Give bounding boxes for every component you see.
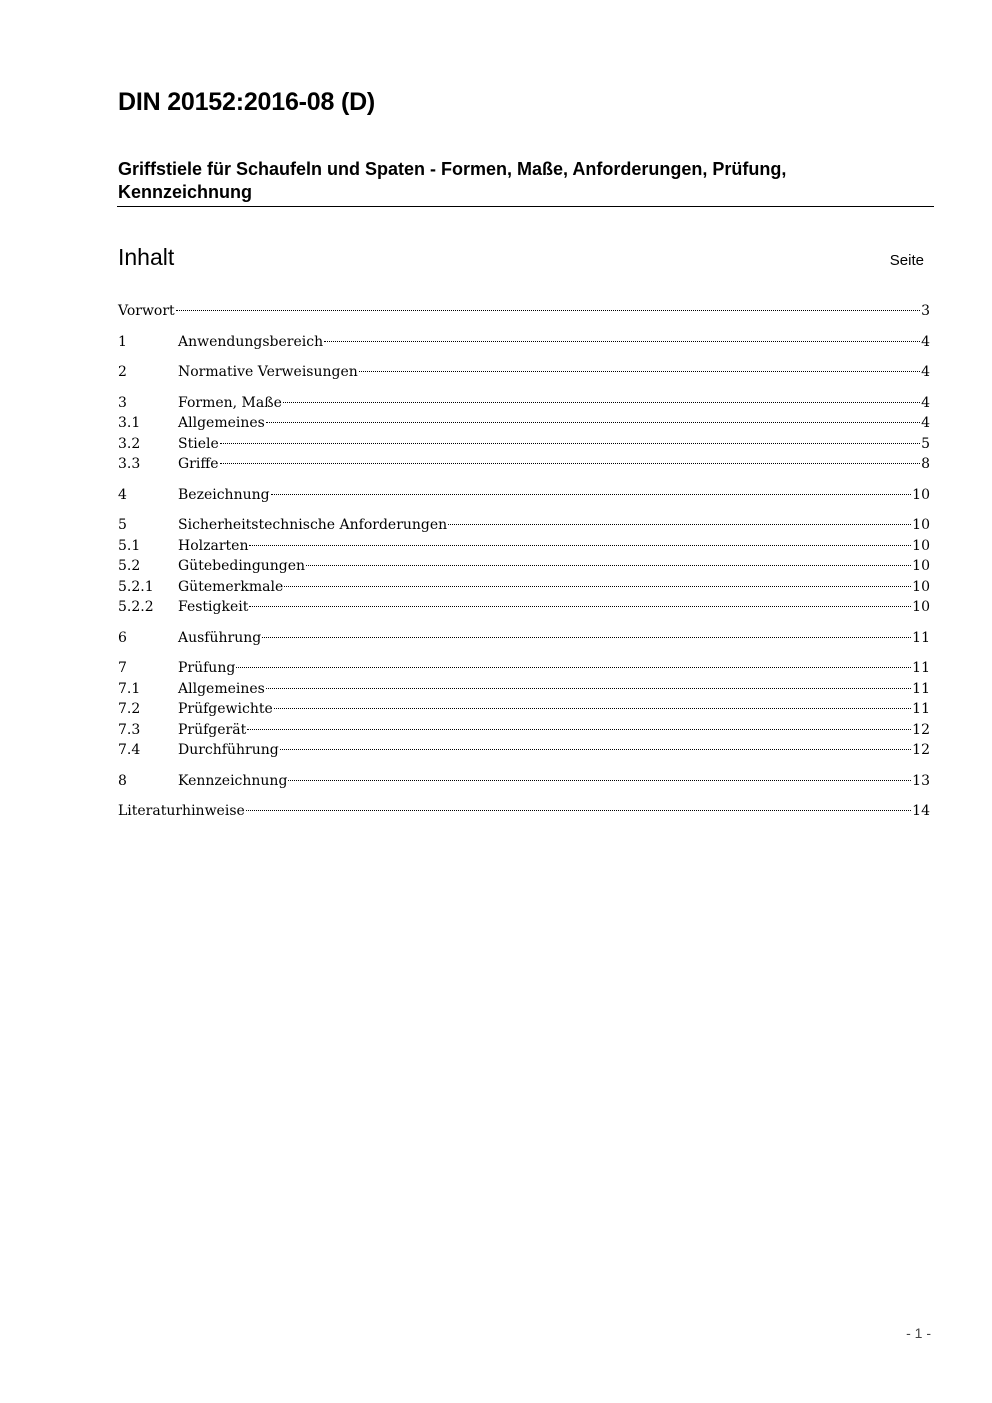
- toc-entry-number: 6: [118, 629, 127, 646]
- toc-entry-label: Literaturhinweise: [118, 803, 245, 819]
- toc-entry[interactable]: [118, 454, 930, 475]
- toc-entry[interactable]: [118, 801, 930, 822]
- toc-entry-page: 14: [912, 803, 930, 819]
- toc-entry-number: 5.1: [118, 537, 141, 554]
- toc-dot-leader: [247, 729, 911, 730]
- toc-entry-number: 5.2.1: [118, 578, 154, 595]
- toc-dot-leader: [280, 749, 911, 750]
- toc-entry-number: 7.3: [118, 721, 141, 738]
- toc-entry[interactable]: [118, 434, 930, 455]
- toc-entry-label: Sicherheitstechnische Anforderungen: [178, 517, 448, 533]
- toc-entry-label: Kennzeichnung: [178, 772, 288, 789]
- toc-dot-leader: [249, 606, 911, 607]
- document-id: DIN 20152:2016-08 (D): [118, 88, 376, 116]
- toc-entry[interactable]: [118, 362, 930, 383]
- toc-entry-label: Allgemeines: [178, 680, 265, 697]
- toc-entry-label: Stiele: [178, 435, 219, 452]
- toc-entry-label: Holzarten: [178, 537, 249, 554]
- toc-entry-page: 10: [912, 558, 930, 574]
- toc-entry[interactable]: [118, 485, 930, 506]
- toc-page-column-label: Seite: [889, 252, 924, 269]
- toc-dot-leader: [220, 463, 920, 464]
- toc-entry[interactable]: [118, 393, 930, 414]
- toc-entry-label: Festigkeit: [178, 599, 249, 615]
- toc-entry[interactable]: [118, 720, 930, 741]
- toc-dot-leader: [266, 422, 920, 423]
- page-number: - 1 -: [906, 1325, 931, 1341]
- toc-entry-page: 10: [912, 537, 930, 554]
- toc-dot-leader: [176, 310, 920, 311]
- toc-entry-page: 3: [921, 303, 930, 319]
- toc-entry[interactable]: [118, 658, 930, 679]
- toc-entry[interactable]: [118, 413, 930, 434]
- toc-entry-number: 2: [118, 364, 127, 380]
- title-divider: [117, 206, 934, 207]
- toc-entry-number: 3.3: [118, 456, 141, 472]
- toc-entry-page: 4: [921, 333, 930, 350]
- toc-dot-leader: [274, 708, 911, 709]
- toc-entry[interactable]: [118, 628, 930, 649]
- toc-entry-number: 3: [118, 394, 127, 411]
- toc-entry-page: 10: [912, 578, 930, 595]
- toc-heading: Inhalt: [118, 244, 175, 270]
- toc-entry-page: 4: [921, 364, 930, 380]
- toc-entry-label: Gütebedingungen: [178, 558, 306, 574]
- toc-entry[interactable]: [118, 699, 930, 720]
- toc-entry[interactable]: [118, 679, 930, 700]
- toc-entry-label: Ausführung: [178, 629, 262, 646]
- toc-dot-leader: [236, 667, 911, 668]
- toc-entry-label: Prüfung: [178, 660, 236, 676]
- toc-entry[interactable]: [118, 771, 930, 792]
- toc-dot-leader: [220, 443, 920, 444]
- toc-entry-label: Gütemerkmale: [178, 578, 284, 595]
- toc-entry-number: 5: [118, 517, 127, 533]
- toc-dot-leader: [288, 780, 911, 781]
- toc-entry-number: 7: [118, 660, 127, 676]
- toc-entry-page: 11: [912, 629, 930, 646]
- toc-entry-label: Allgemeines: [178, 415, 265, 431]
- table-of-contents: [118, 301, 930, 822]
- toc-dot-leader: [266, 688, 911, 689]
- toc-entry-label: Formen, Maße: [178, 394, 282, 411]
- toc-entry[interactable]: [118, 536, 930, 557]
- toc-entry-page: 12: [912, 742, 930, 758]
- toc-entry-page: 12: [912, 721, 930, 738]
- toc-entry-number: 3.2: [118, 435, 141, 452]
- toc-entry-label: Durchführung: [178, 742, 279, 758]
- toc-dot-leader: [306, 565, 911, 566]
- toc-dot-leader: [359, 371, 920, 372]
- toc-entry-label: Prüfgerät: [178, 721, 247, 738]
- toc-entry-page: 4: [921, 415, 930, 431]
- toc-entry-page: 10: [912, 517, 930, 533]
- toc-entry-number: 7.1: [118, 680, 141, 697]
- toc-entry-number: 5.2.2: [118, 599, 154, 615]
- toc-entry-number: 7.4: [118, 742, 141, 758]
- toc-dot-leader: [284, 586, 911, 587]
- toc-entry-number: 1: [118, 333, 127, 350]
- toc-entry-number: 7.2: [118, 701, 141, 717]
- toc-entry-page: 11: [912, 680, 930, 697]
- toc-dot-leader: [448, 524, 911, 525]
- toc-entry-page: 4: [921, 394, 930, 411]
- toc-entry-page: 11: [912, 660, 930, 676]
- toc-entry-number: 4: [118, 486, 127, 503]
- toc-dot-leader: [271, 494, 912, 495]
- toc-dot-leader: [246, 810, 911, 811]
- toc-entry-page: 8: [921, 456, 930, 472]
- toc-entry-label: Normative Verweisungen: [178, 364, 358, 380]
- toc-entry[interactable]: [118, 740, 930, 761]
- toc-entry[interactable]: [118, 597, 930, 618]
- toc-entry-page: 11: [912, 701, 930, 717]
- toc-entry-label: Anwendungsbereich: [178, 333, 324, 350]
- toc-entry-label: Prüfgewichte: [178, 701, 273, 717]
- toc-dot-leader: [262, 637, 911, 638]
- toc-entry-number: 3.1: [118, 415, 141, 431]
- toc-entry-label: Bezeichnung: [178, 486, 270, 503]
- document-title: Griffstiele für Schaufeln und Spaten - Formen, Maße, Anforderungen, Prüfung, Kennzeichnung: [118, 159, 787, 202]
- toc-entry[interactable]: [118, 332, 930, 353]
- toc-entry-number: 5.2: [118, 558, 141, 574]
- toc-dot-leader: [249, 545, 911, 546]
- toc-entry[interactable]: [118, 577, 930, 598]
- toc-entry-label: Vorwort: [118, 303, 175, 319]
- toc-entry[interactable]: [118, 301, 930, 322]
- toc-entry-page: 13: [912, 772, 930, 789]
- toc-entry-page: 10: [912, 599, 930, 615]
- toc-dot-leader: [283, 402, 920, 403]
- toc-dot-leader: [324, 341, 920, 342]
- toc-entry-label: Griffe: [178, 456, 219, 472]
- toc-entry-page: 5: [921, 435, 930, 452]
- toc-entry-number: 8: [118, 772, 127, 789]
- toc-entry[interactable]: [118, 556, 930, 577]
- toc-entry-page: 10: [912, 486, 930, 503]
- toc-entry[interactable]: [118, 515, 930, 536]
